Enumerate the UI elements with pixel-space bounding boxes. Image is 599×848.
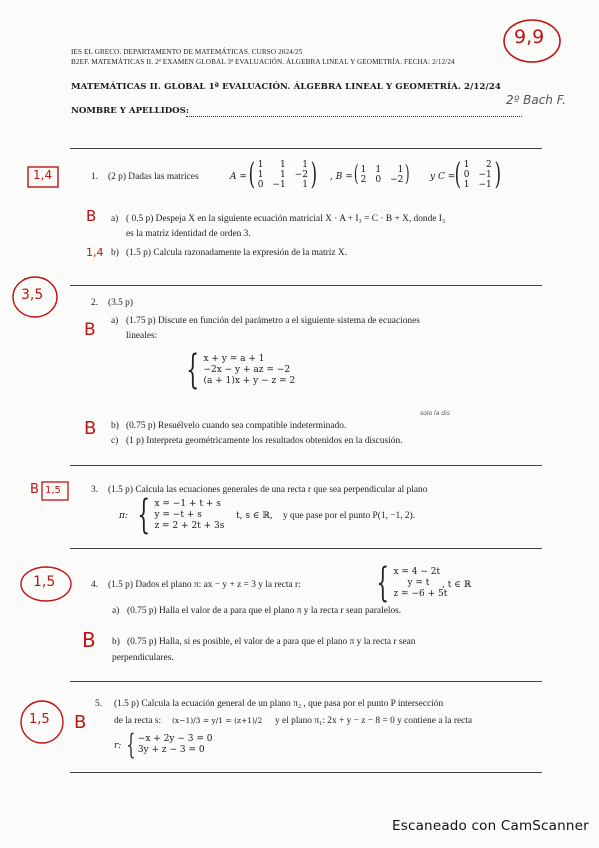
q5-mark: B (74, 712, 87, 733)
q2-eq-2: −2x − y + az = −2 (203, 364, 291, 375)
q2-points: (3.5 p) (108, 298, 133, 308)
q2-score: 3,5 (21, 287, 44, 303)
divider (70, 465, 542, 466)
scanner-watermark: Escaneado con CamScanner (392, 818, 589, 834)
q4-mark: B (82, 628, 96, 652)
matrix-a-cell: 1 (257, 170, 264, 180)
matrix-a-cell: 1 (302, 160, 309, 170)
q1a-label: a) (111, 214, 119, 224)
divider (70, 772, 542, 773)
q1b-mark: 1,4 (86, 246, 104, 259)
name-field[interactable] (186, 116, 522, 117)
q2b-mark: B (84, 418, 97, 439)
q3-number: 3. (91, 485, 99, 495)
q2-eq-3: (a + 1)x + y − z = 2 (203, 375, 296, 386)
q1-intro: (2 p) Dadas las matrices (108, 172, 199, 182)
matrix-b-cell: 1 (360, 165, 367, 175)
q3-plane-system: { x = −1 + t + s y = −t + s z = 2 + 2t + 3s (137, 492, 225, 538)
q2a-label: a) (111, 316, 119, 326)
q2b-label: b) (111, 421, 119, 431)
matrix-b-cell: 1 (375, 165, 382, 175)
q5-number: 5. (95, 699, 103, 709)
q1b-text: (1.5 p) Calcula razonadamente la expresión de la matriz X. (126, 248, 347, 258)
q2a-mark: B (84, 320, 96, 340)
matrix-c-cell: 1 (463, 160, 470, 170)
grade-score: 9,9 (514, 26, 545, 48)
exam-header: B2EF. MATEMÁTICAS II. 2ª EXAMEN GLOBAL 3ª EVALUACIÓN. ÁLGEBRA LINEAL Y GEOMETRÍA. FECHA: 2/12/24 (71, 58, 455, 66)
q5-eq-2: 3y + z − 3 = 0 (137, 745, 205, 755)
exam-title: MATEMÁTICAS II. GLOBAL 1ª EVALUACIÓN. ÁLGEBRA LINEAL Y GEOMETRÍA. 2/12/24 (71, 82, 501, 92)
q4-params: , t ∈ ℝ (442, 580, 472, 590)
q4a-label: a) (112, 606, 120, 616)
q1a-text: ( 0.5 p) Despeja X en la siguiente ecuación matricial X · A + I₃ = C · B + X, donde I₃ (126, 214, 446, 224)
q3-score: 1,5 (45, 485, 61, 496)
divider (70, 681, 542, 682)
q2-eq-1: x + y = a + 1 (203, 353, 265, 364)
q4-text: (1.5 p) Dados el plano π: ax − y + z = 3 y la recta r: (108, 580, 301, 590)
course-handwriting: 2º Bach F. (506, 93, 566, 107)
matrix-a: ( 1 1 1 1 1 −2 0 −1 1 ) (248, 157, 318, 192)
q5-line-s: (x−1)/3 = y/1 = (z+1)/2 (172, 716, 263, 725)
matrix-a-cell: −2 (294, 170, 309, 180)
matrix-c-cell: 2 (486, 160, 492, 170)
q5-eq-1: −x + 2y − 3 = 0 (137, 734, 213, 744)
q2b-text: (0.75 p) Resuélvelo cuando sea compatible indeterminado. (126, 421, 347, 431)
q4b-text: (0.75 p) Halla, si es posible, el valor de a para que el plano π y la recta r sean (127, 637, 416, 647)
q1-a-label: A = (230, 172, 247, 182)
matrix-a-cell: −1 (272, 180, 286, 190)
matrix-b-cell: −2 (390, 175, 404, 185)
q1-c-label: y C = (430, 172, 456, 182)
q2a-text: (1.75 p) Discute en función del parámetro a el siguiente sistema de ecuaciones (126, 316, 420, 326)
q2-number: 2. (91, 298, 99, 308)
matrix-c-cell: 0 (463, 170, 470, 180)
q1a-mark: B (86, 207, 97, 225)
q3-eq-1: x = −1 + t + s (154, 498, 221, 509)
q3-tail: y que pase por el punto P(1, −1, 2). (283, 511, 416, 521)
matrix-b-cell: 2 (360, 175, 367, 185)
matrix-a-cell: 1 (280, 170, 286, 180)
q2-note: solo la dis (420, 410, 450, 417)
matrix-c-cell: −1 (478, 170, 492, 180)
q2c-text: (1 p) Interpreta geométricamente los resultados obtenidos en la discusión. (126, 436, 403, 446)
q3-eq-2: y = −t + s (154, 509, 202, 520)
name-label: NOMBRE Y APELLIDOS: (71, 106, 190, 116)
q4-eq-1: x = 4 − 2t (393, 566, 441, 577)
q4-eq-3: z = −6 + 5t (393, 588, 448, 599)
q2-system: { x + y = a + 1 −2x − y + az = −2 (a + 1)x + y − z = 2 (186, 347, 296, 393)
q3-mark: B (30, 482, 39, 497)
matrix-a-cell: 1 (280, 160, 286, 170)
q1b-label: b) (111, 248, 119, 258)
q5-r-system: { −x + 2y − 3 = 0 3y + z − 3 = 0 (126, 728, 213, 761)
q3-params: t, s ∈ ℝ, (236, 511, 273, 521)
q1-number: 1. (91, 172, 99, 182)
q4b-text2: perpendiculares. (112, 653, 174, 663)
matrix-b: ( 1 1 1 2 0 −2 ) (353, 162, 411, 187)
q2c-label: c) (111, 436, 119, 446)
matrix-c-cell: 1 (463, 180, 470, 190)
matrix-a-cell: 1 (257, 160, 264, 170)
school-header: IES EL GRECO. DEPARTAMENTO DE MATEMÁTICAS. CURSO 2024/25 (71, 48, 303, 56)
q2a-text2: lineales: (126, 331, 158, 341)
q1a-text2: es la matriz identidad de orden 3. (126, 229, 251, 239)
q3-plane-label: π: (119, 511, 128, 521)
divider (70, 148, 542, 149)
q4b-label: b) (112, 637, 120, 647)
matrix-b-cell: 1 (397, 165, 404, 175)
q4-number: 4. (91, 580, 99, 590)
matrix-b-cell: 0 (375, 175, 382, 185)
q5-r-label: r: (114, 741, 122, 751)
q5-text2a: de la recta s: (114, 716, 162, 726)
q4-eq-2: y = t (407, 577, 430, 588)
divider (70, 548, 542, 549)
matrix-c: ( 1 2 0 −1 1 −1 ) (454, 157, 501, 192)
matrix-a-cell: 1 (302, 180, 309, 190)
divider (70, 285, 542, 286)
q5-text2b: y el plano π₁: 2x + y − z − 8 = 0 y contiene a la recta (275, 716, 473, 726)
q5-score: 1,5 (29, 712, 50, 727)
q3-eq-3: z = 2 + 2t + 3s (154, 520, 225, 531)
matrix-a-cell: 0 (257, 180, 264, 190)
q3-text: (1.5 p) Calcula las ecuaciones generales de una recta r que sea perpendicular al plano (108, 485, 428, 495)
q4-line-system: { x = 4 − 2t y = t z = −6 + 5t (376, 560, 448, 606)
q5-text: (1.5 p) Calcula la ecuación general de un plano π₂ , que pasa por el punto P intersección (114, 699, 444, 709)
q4-score: 1,5 (33, 574, 56, 590)
q1-b-label: , B = (330, 172, 353, 182)
q1-score: 1,4 (33, 168, 53, 182)
q4a-text: (0.75 p) Halla el valor de a para que el plano π y la recta r sean paralelos. (127, 606, 402, 616)
matrix-c-cell: −1 (478, 180, 492, 190)
